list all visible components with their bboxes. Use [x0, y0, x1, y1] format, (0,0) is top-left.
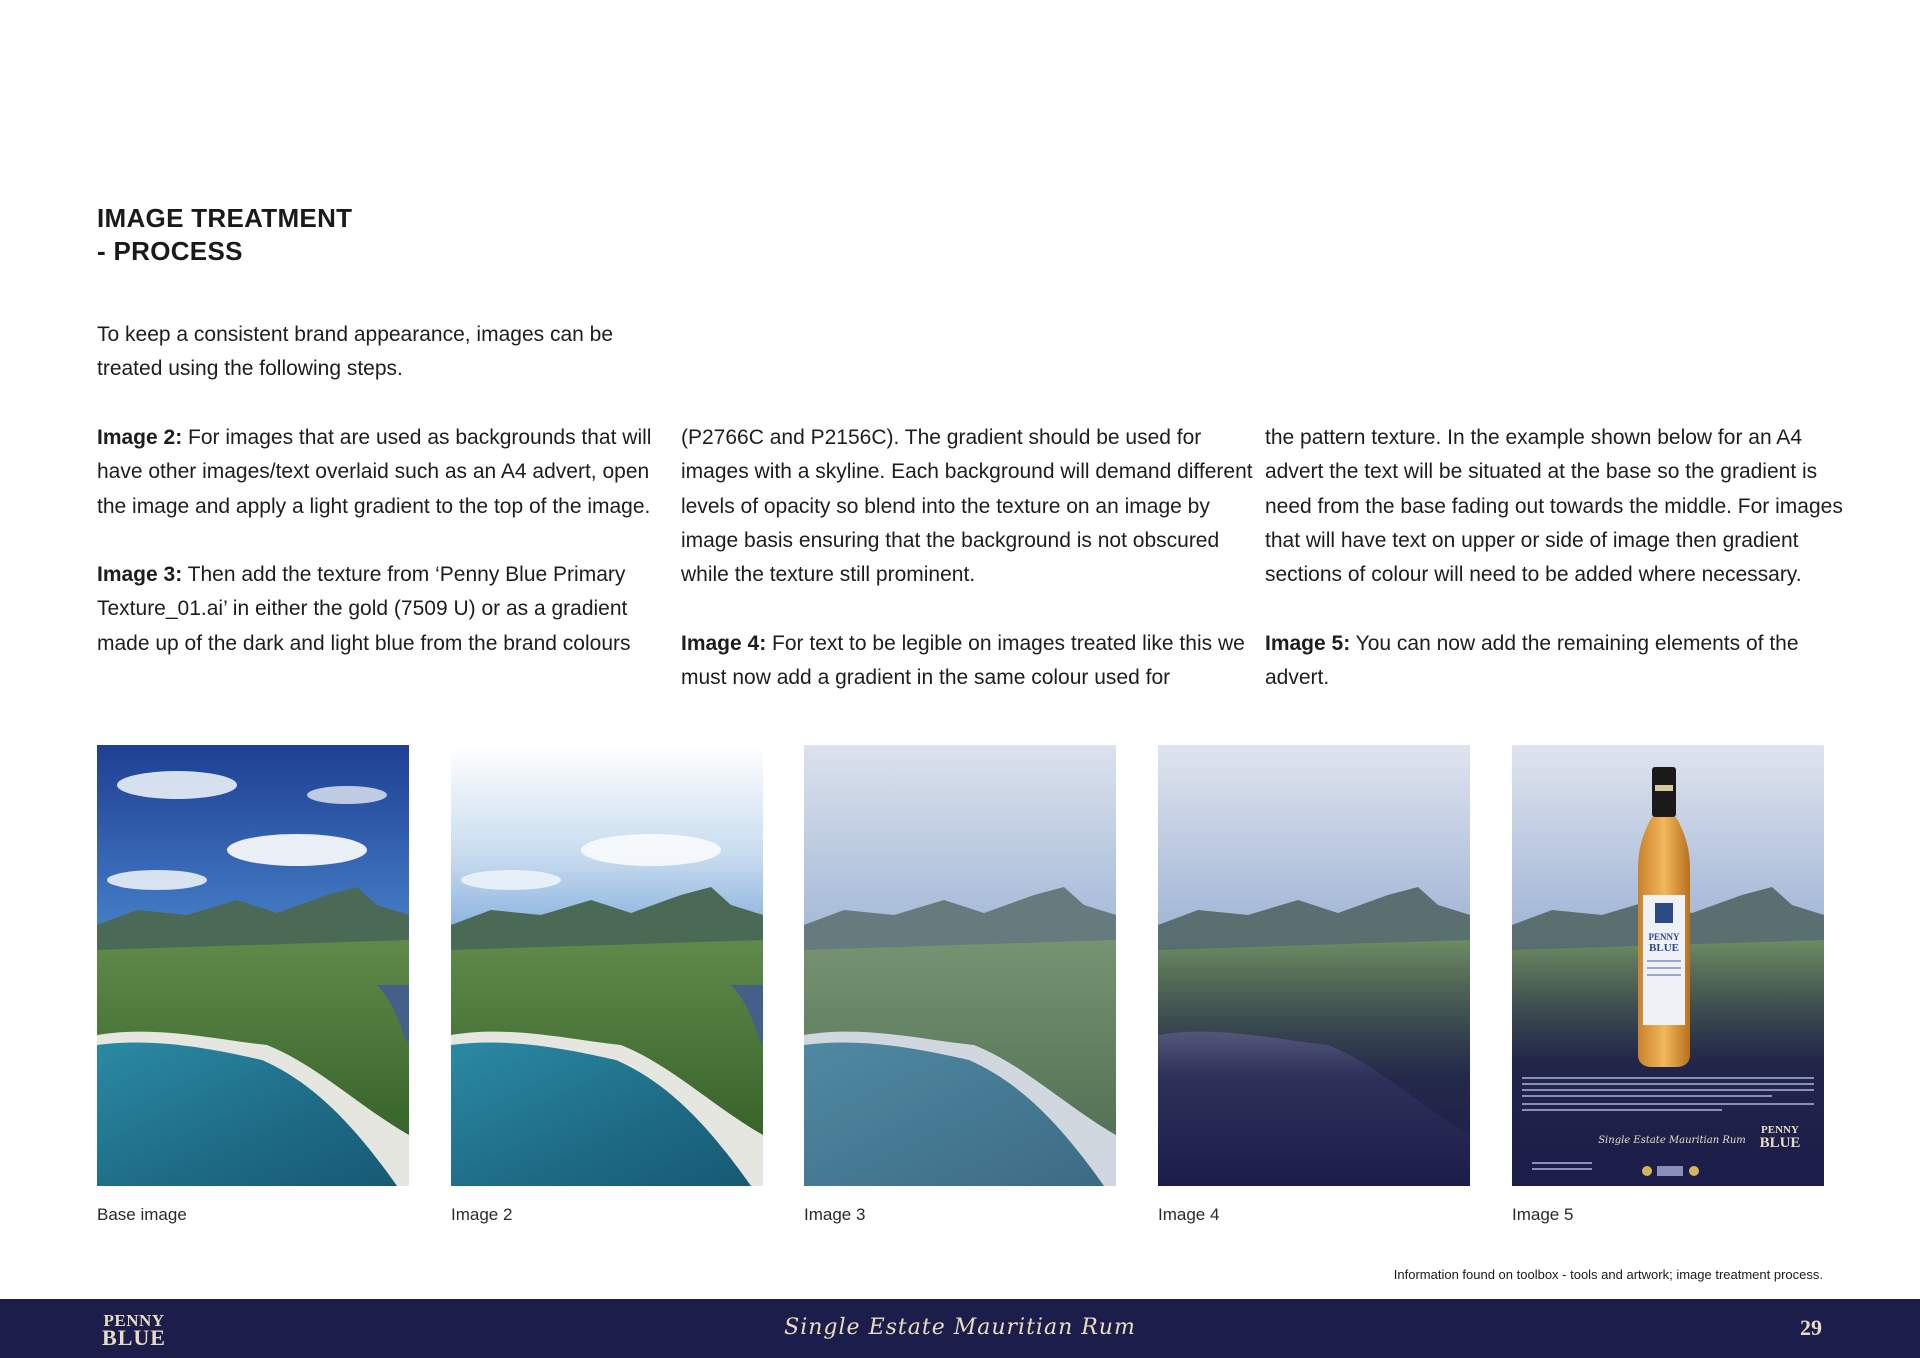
bottle-label-brand-2: BLUE: [1649, 942, 1679, 954]
advert-brand-2: BLUE: [1759, 1135, 1801, 1151]
image-4: [1158, 745, 1470, 1186]
footer-tagline: Single Estate Mauritian Rum: [784, 1315, 1136, 1340]
brand-logo-line2: BLUE: [102, 1325, 166, 1350]
step-image2-label: Image 2:: [97, 426, 183, 449]
caption-image-3: Image 3: [804, 1205, 866, 1224]
page-title: [97, 202, 352, 268]
step-image4-continued: the pattern texture. In the example shown below for an A4 advert the text will be situated at the base so the gradient is need from the base fading out towards the middle. For images that will have text on upper or side of image then gradient sections of colour will need to be added where necessary.: [1265, 426, 1843, 587]
image-2: [451, 745, 763, 1186]
page-title-line1: IMAGE TREATMENT: [97, 203, 353, 233]
advert-brand-1: PENNY: [1761, 1124, 1799, 1136]
footnote: Information found on toolbox - tools and artwork; image treatment process.: [1393, 1267, 1823, 1282]
base-image: [97, 745, 409, 1186]
text-column-1: [97, 421, 677, 695]
step-image4-text: For text to be legible on images treated like this we must now add a gradient in the same colour used for: [681, 631, 1245, 690]
text-column-2: [681, 421, 1261, 730]
image-3: [804, 745, 1116, 1186]
step-image4-label: Image 4:: [681, 631, 767, 655]
bottle-label-brand-1: PENNY: [1648, 932, 1680, 942]
image-5: [1512, 745, 1824, 1186]
step-image3-label: Image 3:: [97, 563, 183, 587]
page-number: 29: [1800, 1315, 1822, 1340]
advert-tagline: Single Estate Mauritian Rum: [1598, 1135, 1746, 1146]
caption-image-2: Image 2: [451, 1205, 513, 1224]
caption-image-4: Image 4: [1158, 1205, 1220, 1224]
step-image4: [681, 627, 1261, 696]
intro-paragraph: To keep a consistent brand appearance, images can be treated using the following steps.: [97, 323, 614, 380]
step-image2-text: For images that are used as backgrounds that will have other images/text overlaid such as an A4 advert, open the image and apply a light gradient to the top of the image.: [97, 426, 652, 518]
step-image3-text: Then add the texture from ‘Penny Blue Primary Texture_01.ai’ in either the gold (7509 U) or as a gradient made up of the dark and light blue from the brand colours: [97, 563, 631, 655]
brand-logo-line1: PENNY: [103, 1311, 165, 1330]
step-image5-text: You can now add the remaining elements of the advert.: [1265, 631, 1799, 690]
step-image5-label: Image 5:: [1265, 631, 1351, 655]
footer-bar: [0, 1299, 1920, 1358]
page-title-line2: - PROCESS: [97, 236, 243, 266]
step-image3: [97, 558, 677, 661]
caption-image-5: Image 5: [1512, 1205, 1574, 1224]
text-column-3: [1265, 421, 1845, 730]
caption-base-image: Base image: [97, 1205, 187, 1224]
step-image3-continued: (P2766C and P2156C). The gradient should be used for images with a skyline. Each background will demand different levels of opacity so blend into the texture on an image by image basis ensuring that the background is not obscured while the texture still prominent.: [681, 426, 1253, 587]
step-image5: [1265, 627, 1845, 696]
step-image2: [97, 421, 677, 524]
